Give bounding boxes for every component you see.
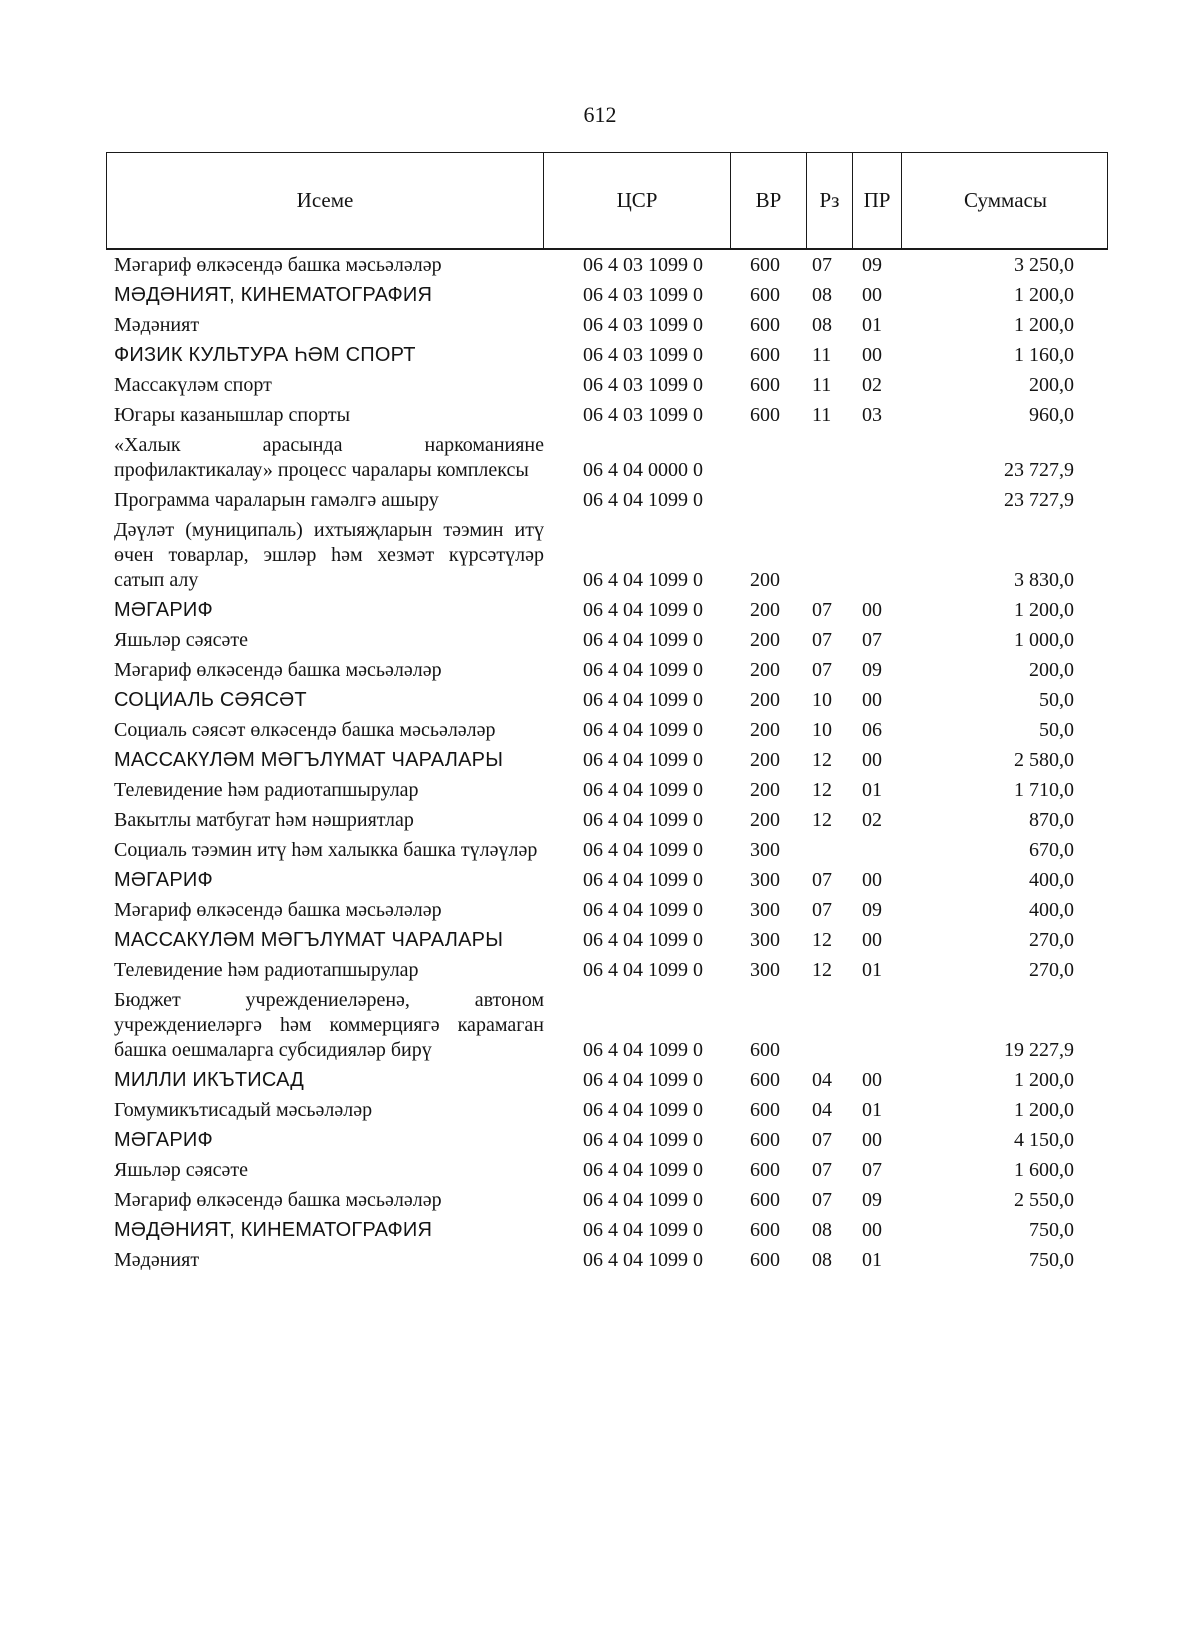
row-csr: 06 4 04 1099 0	[583, 1249, 703, 1271]
row-rz: 07	[812, 629, 832, 651]
row-sum: 50,0	[1039, 719, 1074, 741]
row-pr: 01	[862, 1099, 882, 1121]
row-csr: 06 4 03 1099 0	[583, 314, 703, 336]
row-rz	[812, 568, 852, 594]
row-name: МӘДӘНИЯТ, КИНЕМАТОГРАФИЯ	[114, 1219, 433, 1241]
row-name: Мәгариф өлкәсендә башка мәсьәләләр	[114, 254, 442, 276]
row-sum: 23 727,9	[1004, 489, 1074, 511]
row-csr: 06 4 04 1099 0	[583, 929, 703, 951]
row-vr: 600	[750, 344, 780, 366]
row-sum: 1 200,0	[1014, 1099, 1074, 1121]
row-pr: 07	[862, 1159, 882, 1181]
row-csr: 06 4 04 1099 0	[583, 869, 703, 891]
row-pr: 01	[862, 1249, 882, 1271]
row-vr: 300	[750, 899, 780, 921]
row-sum: 1 160,0	[1014, 344, 1074, 366]
row-pr: 01	[862, 959, 882, 981]
row-vr: 200	[750, 749, 780, 771]
row-name: Яшьләр сәясәте	[114, 629, 249, 651]
table-row	[0, 898, 1200, 928]
row-sum: 870,0	[1029, 809, 1074, 831]
row-csr: 06 4 04 1099 0	[583, 1099, 703, 1121]
row-sum: 3 250,0	[1014, 254, 1074, 276]
row-vr: 200	[750, 779, 780, 801]
row-name: Мәгариф өлкәсендә башка мәсьәләләр	[114, 1189, 442, 1211]
row-rz: 04	[812, 1069, 832, 1091]
table-row	[0, 403, 1200, 433]
row-sum: 270,0	[1029, 959, 1074, 981]
row-pr: 09	[862, 899, 882, 921]
row-pr: 09	[862, 1189, 882, 1211]
row-rz: 08	[812, 284, 832, 306]
row-csr: 06 4 04 1099 0	[583, 689, 703, 711]
row-pr: 00	[862, 689, 882, 711]
row-pr: 01	[862, 314, 882, 336]
row-name: СОЦИАЛЬ СӘЯСӘТ	[114, 689, 307, 711]
row-sum: 670,0	[1029, 839, 1074, 861]
table-row	[0, 1128, 1200, 1158]
header-sum: Суммасы	[901, 153, 1109, 248]
table-row	[0, 628, 1200, 658]
row-name: Яшьләр сәясәте	[114, 1159, 249, 1181]
table-row	[0, 518, 1200, 598]
row-vr: 600	[750, 284, 780, 306]
table-row	[0, 283, 1200, 313]
row-csr: 06 4 04 1099 0	[583, 749, 703, 771]
row-vr: 300	[750, 959, 780, 981]
row-vr: 300	[750, 839, 780, 861]
row-csr: 06 4 04 1099 0	[583, 599, 703, 621]
row-name: Мәдәният	[114, 1249, 200, 1271]
row-vr: 200	[750, 659, 780, 681]
row-csr: 06 4 04 1099 0	[583, 779, 703, 801]
header-vr: ВР	[730, 153, 806, 248]
table-row	[0, 1158, 1200, 1188]
row-rz: 12	[812, 749, 832, 771]
row-sum: 1 200,0	[1014, 1069, 1074, 1091]
row-rz: 07	[812, 899, 832, 921]
row-sum: 1 200,0	[1014, 599, 1074, 621]
row-pr: 02	[862, 374, 882, 396]
header-pr: ПР	[852, 153, 901, 248]
row-csr: 06 4 03 1099 0	[583, 374, 703, 396]
row-csr: 06 4 03 1099 0	[583, 404, 703, 426]
row-rz: 12	[812, 959, 832, 981]
row-csr: 06 4 03 1099 0	[583, 344, 703, 366]
row-sum: 19 227,9	[1004, 1039, 1074, 1061]
row-name: МАССАКҮЛӘМ МӘГЪЛҮМАТ ЧАРАЛАРЫ	[114, 749, 504, 771]
row-rz: 10	[812, 719, 832, 741]
row-pr: 00	[862, 1219, 882, 1241]
row-name: МӘГАРИФ	[114, 869, 213, 891]
row-rz: 08	[812, 1249, 832, 1271]
row-name: Вакытлы матбугат һәм нәшриятлар	[114, 809, 414, 831]
table-row	[0, 928, 1200, 958]
row-sum: 270,0	[1029, 929, 1074, 951]
row-pr: 09	[862, 659, 882, 681]
row-rz: 07	[812, 254, 832, 276]
row-vr	[750, 458, 800, 484]
row-rz: 11	[812, 344, 832, 366]
row-pr: 00	[862, 1069, 882, 1091]
row-rz: 07	[812, 869, 832, 891]
row-rz: 11	[812, 374, 832, 396]
row-rz: 10	[812, 689, 832, 711]
table-header	[106, 152, 1108, 250]
row-rz: 07	[812, 659, 832, 681]
table-row	[0, 343, 1200, 373]
row-sum: 1 710,0	[1014, 779, 1074, 801]
header-csr: ЦСР	[543, 153, 730, 248]
table-row	[0, 838, 1200, 868]
row-pr: 03	[862, 404, 882, 426]
row-vr: 200	[750, 719, 780, 741]
row-csr: 06 4 04 1099 0	[583, 569, 703, 591]
row-pr: 06	[862, 719, 882, 741]
row-vr: 600	[750, 254, 780, 276]
row-vr: 600	[750, 404, 780, 426]
row-name: Массакүләм спорт	[114, 374, 272, 396]
row-name: Югары казанышлар спорты	[114, 404, 351, 426]
row-vr: 300	[750, 869, 780, 891]
row-vr: 600	[750, 1099, 780, 1121]
row-vr: 200	[750, 629, 780, 651]
row-rz: 07	[812, 1159, 832, 1181]
table-row	[0, 373, 1200, 403]
row-pr: 00	[862, 869, 882, 891]
table-body	[0, 253, 1200, 1278]
row-csr: 06 4 03 1099 0	[583, 284, 703, 306]
row-csr: 06 4 04 1099 0	[583, 659, 703, 681]
table-row	[0, 868, 1200, 898]
row-pr: 07	[862, 629, 882, 651]
row-csr: 06 4 04 1099 0	[583, 809, 703, 831]
header-rz: Рз	[806, 153, 852, 248]
row-sum: 1 000,0	[1014, 629, 1074, 651]
table-row	[0, 1188, 1200, 1218]
table-row	[0, 1248, 1200, 1278]
row-sum: 2 550,0	[1014, 1189, 1074, 1211]
table-row	[0, 488, 1200, 518]
row-vr: 600	[750, 1159, 780, 1181]
row-vr: 300	[750, 929, 780, 951]
row-csr: 06 4 03 1099 0	[583, 254, 703, 276]
row-name: МӘГАРИФ	[114, 599, 213, 621]
row-sum: 750,0	[1029, 1249, 1074, 1271]
row-sum: 400,0	[1029, 899, 1074, 921]
row-name: Мәгариф өлкәсендә башка мәсьәләләр	[114, 659, 442, 681]
table-row	[0, 253, 1200, 283]
row-name: Дәүләт (муниципаль) ихтыяҗларын тәэмин итү өчен товарлар, эшләр һәм хезмәт күрсәтүләр сатып алу	[114, 519, 544, 591]
row-name: Социаль тәэмин итү һәм халыкка башка түләүләр	[114, 839, 538, 861]
row-rz	[812, 488, 852, 514]
row-name: Мәгариф өлкәсендә башка мәсьәләләр	[114, 899, 442, 921]
row-csr: 06 4 04 1099 0	[583, 489, 703, 511]
row-csr: 06 4 04 1099 0	[583, 1129, 703, 1151]
row-rz: 08	[812, 1219, 832, 1241]
row-vr: 200	[750, 809, 780, 831]
row-pr: 01	[862, 779, 882, 801]
row-sum: 750,0	[1029, 1219, 1074, 1241]
row-sum: 1 200,0	[1014, 284, 1074, 306]
row-rz: 12	[812, 929, 832, 951]
row-name: МӘГАРИФ	[114, 1129, 213, 1151]
row-name: Телевидение һәм радиотапшырулар	[114, 959, 419, 981]
row-pr: 09	[862, 254, 882, 276]
row-csr: 06 4 04 1099 0	[583, 629, 703, 651]
row-sum: 200,0	[1029, 374, 1074, 396]
row-sum: 4 150,0	[1014, 1129, 1074, 1151]
row-pr: 02	[862, 809, 882, 831]
row-rz: 08	[812, 314, 832, 336]
row-pr: 00	[862, 284, 882, 306]
row-rz: 07	[812, 1129, 832, 1151]
table-row	[0, 718, 1200, 748]
row-sum: 1 600,0	[1014, 1159, 1074, 1181]
row-rz	[812, 1038, 852, 1064]
row-csr: 06 4 04 0000 0	[583, 459, 703, 481]
row-name: Бюджет учреждениеләренә, автоном учреждениеләргә һәм коммерциягә карамаган башка оешмаларга субсидияләр бирү	[114, 989, 544, 1061]
row-rz: 12	[812, 809, 832, 831]
row-name: «Халык арасында наркоманияне профилактикалау» процесс чаралары комплексы	[114, 434, 544, 481]
row-name: Гомумикътисадый мәсьәләләр	[114, 1099, 373, 1121]
table-row	[0, 988, 1200, 1068]
table-row	[0, 313, 1200, 343]
row-vr: 600	[750, 1189, 780, 1211]
row-vr: 600	[750, 1219, 780, 1241]
row-name: Социаль сәясәт өлкәсендә башка мәсьәләләр	[114, 719, 496, 741]
row-csr: 06 4 04 1099 0	[583, 1039, 703, 1061]
row-sum: 200,0	[1029, 659, 1074, 681]
page-number: 612	[583, 102, 617, 127]
table-row	[0, 778, 1200, 808]
row-rz	[812, 838, 852, 864]
row-rz: 11	[812, 404, 832, 426]
row-name: Программа чараларын гамәлгә ашыру	[114, 489, 439, 511]
table-row	[0, 748, 1200, 778]
row-pr: 00	[862, 1129, 882, 1151]
row-sum: 1 200,0	[1014, 314, 1074, 336]
row-rz: 07	[812, 599, 832, 621]
row-name: Мәдәният	[114, 314, 200, 336]
row-rz: 07	[812, 1189, 832, 1211]
row-sum: 50,0	[1039, 689, 1074, 711]
row-vr: 600	[750, 374, 780, 396]
table-row	[0, 808, 1200, 838]
row-pr: 00	[862, 929, 882, 951]
row-sum: 2 580,0	[1014, 749, 1074, 771]
row-csr: 06 4 04 1099 0	[583, 959, 703, 981]
row-name: ФИЗИК КУЛЬТУРА ҺӘМ СПОРТ	[114, 344, 416, 366]
row-name: МАССАКҮЛӘМ МӘГЪЛҮМАТ ЧАРАЛАРЫ	[114, 929, 504, 951]
row-vr: 200	[750, 689, 780, 711]
row-vr: 600	[750, 1129, 780, 1151]
row-vr: 600	[750, 1039, 780, 1061]
row-vr	[750, 488, 800, 514]
row-pr: 00	[862, 344, 882, 366]
table-row	[0, 1068, 1200, 1098]
row-vr: 600	[750, 1069, 780, 1091]
row-pr: 00	[862, 749, 882, 771]
row-sum: 400,0	[1029, 869, 1074, 891]
row-csr: 06 4 04 1099 0	[583, 1189, 703, 1211]
header-name: Исеме	[296, 188, 354, 212]
row-sum: 3 830,0	[1014, 569, 1074, 591]
table-row	[0, 433, 1200, 488]
row-csr: 06 4 04 1099 0	[583, 1069, 703, 1091]
row-rz: 12	[812, 779, 832, 801]
row-sum: 960,0	[1029, 404, 1074, 426]
table-row	[0, 1098, 1200, 1128]
row-rz	[812, 458, 852, 484]
row-name: МИЛЛИ ИКЪТИСАД	[114, 1069, 305, 1091]
row-pr: 00	[862, 599, 882, 621]
table-row	[0, 1218, 1200, 1248]
row-sum: 23 727,9	[1004, 459, 1074, 481]
table-row	[0, 598, 1200, 628]
table-row	[0, 688, 1200, 718]
row-csr: 06 4 04 1099 0	[583, 1219, 703, 1241]
row-name: Телевидение һәм радиотапшырулар	[114, 779, 419, 801]
table-row	[0, 958, 1200, 988]
row-vr: 200	[750, 599, 780, 621]
row-vr: 600	[750, 314, 780, 336]
row-csr: 06 4 04 1099 0	[583, 1159, 703, 1181]
table-row	[0, 658, 1200, 688]
row-vr: 200	[750, 569, 780, 591]
row-vr: 600	[750, 1249, 780, 1271]
row-csr: 06 4 04 1099 0	[583, 839, 703, 861]
row-csr: 06 4 04 1099 0	[583, 899, 703, 921]
row-csr: 06 4 04 1099 0	[583, 719, 703, 741]
row-rz: 04	[812, 1099, 832, 1121]
row-name: МӘДӘНИЯТ, КИНЕМАТОГРАФИЯ	[114, 284, 433, 306]
